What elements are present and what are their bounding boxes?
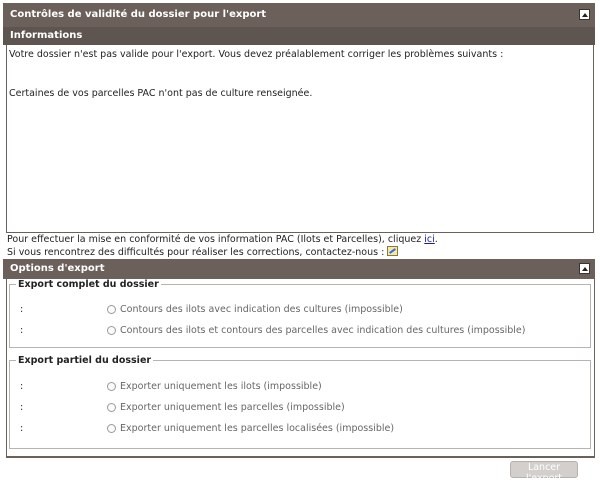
informations-header [3,27,595,45]
option-label: Contours des ilots et contours des parcelles avec indication des cultures (impossible) [120,325,526,336]
option-prefix: : [20,381,24,392]
options-header [3,259,595,279]
info-message-invalid: Votre dossier n'est pas valide pour l'export. Vous devez préalablement corriger les problèmes suivants : [9,49,504,60]
option-prefix: : [20,304,24,315]
collapse-title-icon[interactable] [579,9,590,20]
export-complete-group [9,279,591,348]
option-prefix: : [20,402,24,413]
options-title: Options d'export [10,263,105,274]
bottom-divider [6,457,595,458]
option-prefix: : [20,423,24,434]
option-label: Exporter uniquement les ilots (impossible) [120,381,322,392]
dialog-title-bar [3,3,595,27]
informations-title: Informations [10,30,83,41]
info-message-problem: Certaines de vos parcelles PAC n'ont pas de culture renseignée. [9,88,313,99]
export-complete-legend: Export complet du dossier [18,279,159,290]
dialog-title: Contrôles de validité du dossier pour l'export [10,9,267,20]
option-radio[interactable] [107,424,116,433]
option-label: Exporter uniquement les parcelles localisées (impossible) [120,423,395,434]
option-radio[interactable] [107,326,116,335]
conformity-line [7,234,595,246]
collapse-options-icon[interactable] [579,263,590,274]
option-prefix: : [20,325,24,336]
export-button[interactable]: Lancer l'export [510,461,578,478]
export-partial-legend: Export partiel du dossier [18,355,152,366]
contact-line [7,246,595,259]
option-label: Exporter uniquement les parcelles (impossible) [120,402,345,413]
option-radio[interactable] [107,382,116,391]
contact-text: Si vous rencontrez des difficultés pour réaliser les corrections, contactez-nous : [7,247,388,258]
conformity-link[interactable]: ici [424,234,435,245]
conformity-end: . [434,234,438,245]
export-partial-group [9,355,591,449]
informations-box [6,45,594,233]
option-radio[interactable] [107,403,116,412]
contact-edit-icon[interactable] [387,246,398,256]
conformity-text: Pour effectuer la mise en conformité de vos information PAC (Ilots et Parcelles), cliquez [7,234,425,245]
option-radio[interactable] [107,305,116,314]
option-label: Contours des ilots avec indication des cultures (impossible) [120,304,403,315]
options-area [6,279,595,457]
help-text [7,234,595,259]
